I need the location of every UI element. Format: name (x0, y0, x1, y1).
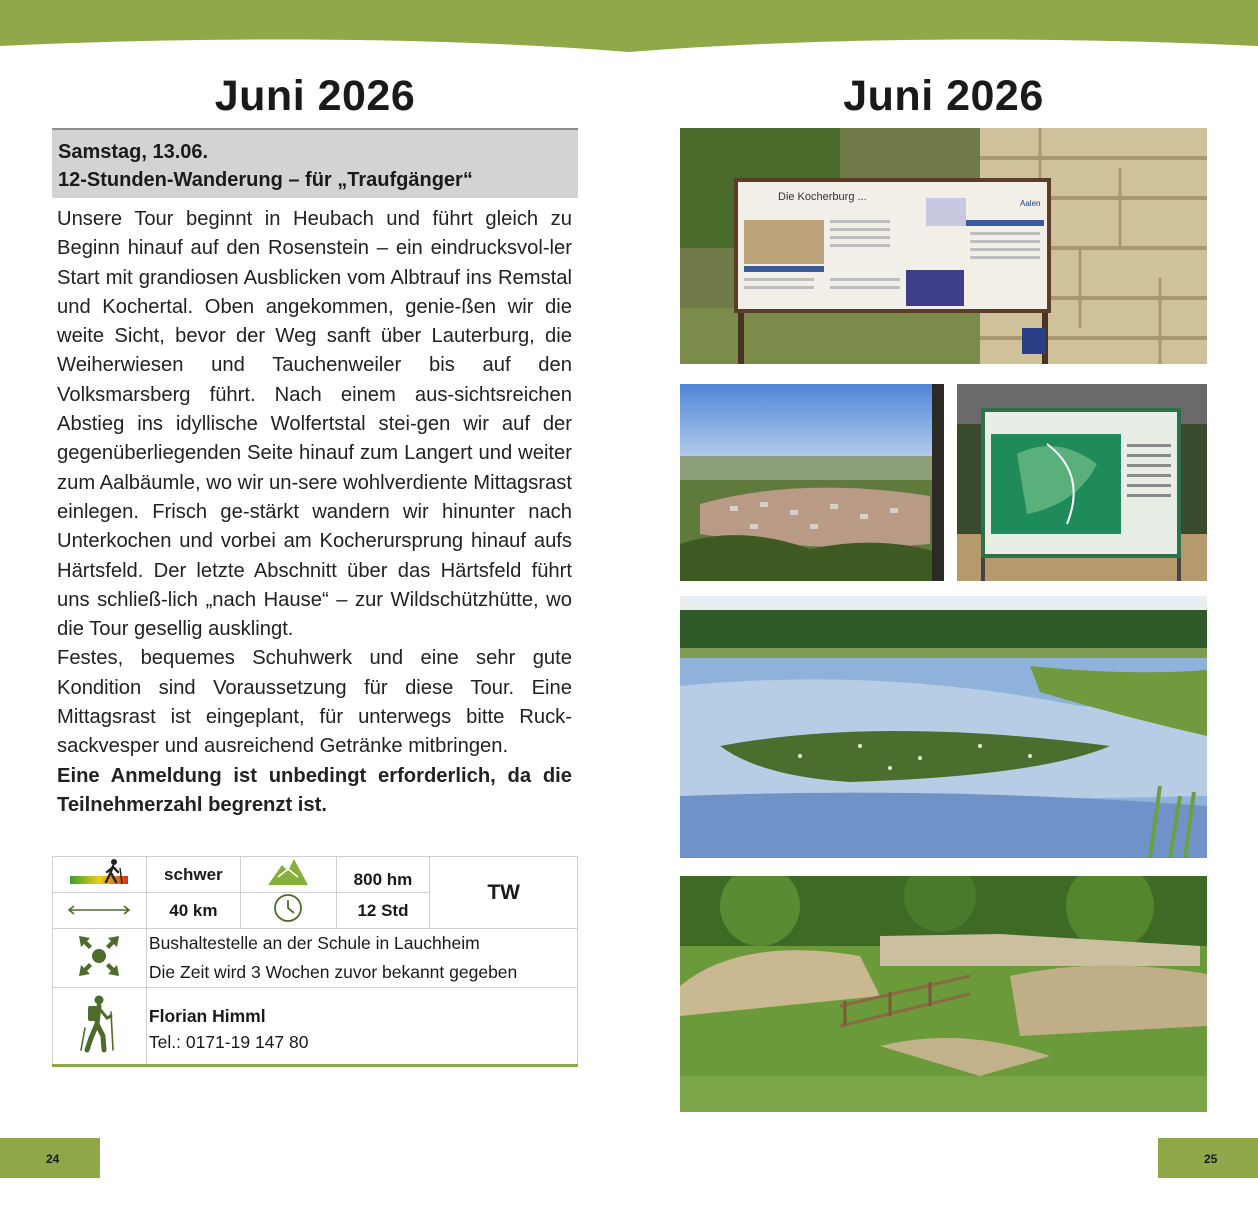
meeting-icon-cell (53, 929, 147, 988)
guide-info-cell (146, 988, 577, 1066)
photo-valley-view (680, 384, 944, 581)
elevation-value: 800 hm (336, 857, 430, 893)
page-number-right-badge (1158, 1138, 1258, 1178)
photo-map-board (957, 384, 1207, 581)
guide-phone: Tel.: 0171-19 147 80 (148, 1032, 309, 1052)
distance-arrow-icon (66, 904, 132, 916)
photo-castle-ruins (680, 876, 1207, 1112)
event-name: 12-Stunden-Wanderung – für „Traufgänger“ (58, 169, 473, 191)
tour-category: TW (430, 857, 578, 929)
guide-hiker-icon (77, 994, 121, 1054)
guide-icon-cell (53, 988, 147, 1066)
event-date: Samstag, 13.06. (58, 141, 209, 163)
description-paragraph-2: Festes, bequemes Schuhwerk und eine sehr gute Kondition sind Voraussetzung für diese Tour. Eine Mittagsrast ist eingeplant, für unterwegs bitte Ruck-sackvesper und ausreichend Getränke mitbringen. (57, 647, 572, 758)
sign-title-text: Die Kocherburg ... (778, 191, 867, 203)
page-number-left: 24 (46, 1152, 60, 1166)
guide-name: Florian Himml (148, 1006, 266, 1026)
mountain-icon (266, 857, 310, 887)
photo-lake-lilies (680, 596, 1207, 858)
duration-icon-cell (240, 893, 336, 929)
description-paragraph-1: Unsere Tour beginnt in Heubach und führt gleich zu Beginn hinauf auf den Rosenstein – ein eindrucksvol-ler Start mit grandiosen Ausblicken vom Albtrauf ins Remstal und Kochertal. Oben angekommen, genie-ßen wir die weite Sicht, bevor der Weg sanft über Lauterburg, die Weiherwiesen und Tauchenweiler bis auf den Volksmarsberg führt. Nach einem aus-sichtsreichen Abstieg ins idyllische Wolfertstal stei-gen wir auf der gegenüberliegenden Seite hinauf zum Langert und weiter zum Aalbäumle, wo wir un-sere wohlverdiente Mittagsrast einlegen. Frisch ge-stärkt wandern wir hinunter nach Unterkochen und vorbei am Kocherursprung hinauf aufs Härtsfeld. Der letzte Abschnitt über das Härtsfeld führt uns schließ-lich „nach Hause“ – zur Wildschützhütte, wo die Tour gesellig ausklingt. (57, 208, 572, 641)
event-description (57, 205, 572, 820)
meeting-info-cell (146, 929, 577, 988)
meeting-time: Die Zeit wird 3 Wochen zuvor bekannt gegeben (148, 962, 518, 982)
distance-value: 40 km (146, 893, 240, 929)
registration-notice: Eine Anmeldung ist unbedingt erforderlich, da die Teilnehmerzahl begrenzt ist. (57, 764, 572, 816)
duration-value: 12 Std (336, 893, 430, 929)
difficulty-icon-cell (53, 857, 147, 893)
elevation-icon-cell (240, 857, 336, 893)
page-title-left: Juni 2026 (214, 72, 416, 120)
photo-kocherburg-sign (680, 128, 1207, 364)
sign-brand-text: Aalen (1020, 199, 1041, 208)
tour-info-table (52, 856, 578, 1067)
clock-icon (270, 893, 306, 923)
top-decor-band (0, 0, 1258, 60)
distance-icon-cell (53, 893, 147, 929)
meeting-point: Bushaltestelle an der Schule in Lauchheim (148, 933, 480, 953)
page-number-left-badge (0, 1138, 100, 1178)
page-title-right: Juni 2026 (843, 72, 1044, 120)
hiker-icon (68, 858, 130, 886)
difficulty-value: schwer (146, 857, 240, 893)
event-header (52, 128, 578, 198)
meeting-point-icon (75, 932, 123, 980)
page-number-right: 25 (1204, 1152, 1218, 1166)
